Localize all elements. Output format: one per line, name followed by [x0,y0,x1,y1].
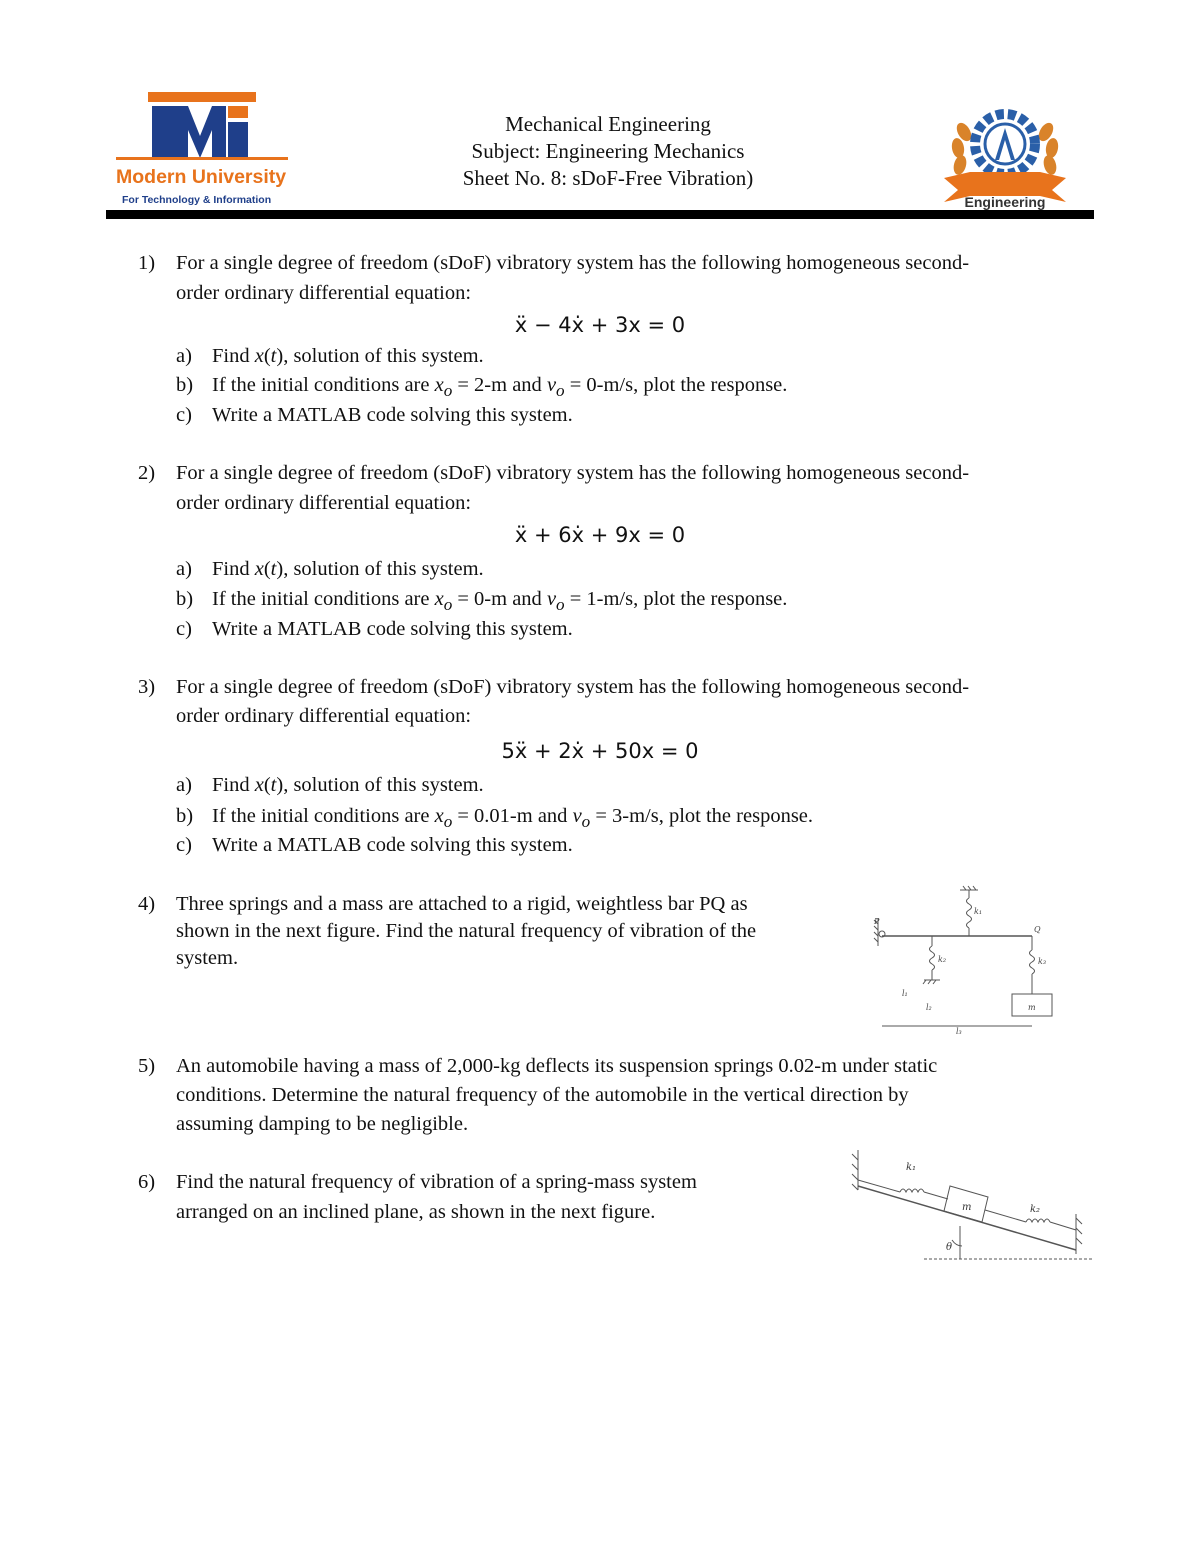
header-rule [106,210,1094,219]
question-number: 1) [138,252,156,274]
label-k2: k₂ [938,955,947,964]
gear-compass-icon [975,114,1035,174]
sheet-header [400,111,816,192]
label-theta: θ [946,1242,953,1253]
label-l1: l₁ [902,989,908,998]
label-k2: k₂ [1030,1204,1041,1215]
subquestion-c: c) Write a MATLAB code solving this system. [176,404,573,426]
question-text-line2: conditions. Determine the natural frequency of the automobile in the vertical direction by [176,1084,909,1106]
logo-university-name: Modern University [116,166,287,188]
question-text-line2: order ordinary differential equation: [176,492,472,514]
label-k3: k₃ [1038,957,1047,966]
sheet-title: Sheet No. 8: sDoF-Free Vibration) [462,166,754,190]
spring-k3 [1030,950,1035,974]
subquestion-b: b) If the initial conditions are $x_o = 0.01-m$ and $v_o = 3-m/s$, plot the response. [176,805,814,832]
logo-tagline: For Technology & Information [122,194,272,206]
subquestion-a: a) Find x(t), solution of this system. [176,558,484,580]
label-m: m [962,1202,972,1213]
spring-k2 [930,946,935,970]
mti-logo [112,88,292,208]
label-l2: l₂ [926,1003,932,1012]
differential-equation: 5ẍ + 2ẋ + 50x = 0 [501,739,699,763]
question-number: 6) [138,1171,156,1193]
faculty-of-engineering-logo [940,86,1070,214]
label-k1: k₁ [974,907,983,916]
inclined-plane-figure [840,1142,1095,1264]
question-text-line2: arranged on an inclined plane, as shown in the next figure. [176,1201,656,1223]
question-text-line2: shown in the next figure. Find the natural frequency of vibration of the [176,920,757,942]
subject-title: Subject: Engineering Mechanics [471,139,745,163]
question-text-line1: Three springs and a mass are attached to a rigid, weightless bar PQ as [176,893,748,915]
spring-k2 [1026,1219,1050,1222]
spring-k1 [967,898,972,928]
subquestion-b: b) If the initial conditions are $x_o = 2-m$ and $v_o = 0-m/s$, plot the response. [176,374,788,401]
subquestion-a: a) Find x(t), solution of this system. [176,774,484,796]
department-title: Mechanical Engineering [505,112,711,136]
subquestion-a: a) Find x(t), solution of this system. [176,345,484,367]
label-k1: k₁ [906,1162,917,1173]
question-number: 3) [138,676,156,698]
question-text-line2: order ordinary differential equation: [176,705,472,727]
spring-k1 [900,1189,924,1192]
subquestion-c: c) Write a MATLAB code solving this system. [176,834,573,856]
question-number: 5) [138,1055,156,1077]
question-text-line1: For a single degree of freedom (sDoF) vibratory system has the following homogeneous second- [176,676,970,698]
subquestion-c: c) Write a MATLAB code solving this system. [176,618,573,640]
label-l3: l₃ [956,1027,962,1034]
question-number: 4) [138,893,156,915]
label-q: Q [1034,925,1041,934]
question-text-line3: system. [176,947,239,969]
label-p: P [874,917,880,926]
question-number: 2) [138,462,156,484]
bar-pq-spring-mass-figure [860,884,1060,1034]
question-text-line1: For a single degree of freedom (sDoF) vibratory system has the following homogeneous second- [176,462,970,484]
question-text-line1: Find the natural frequency of vibration of a spring-mass system [176,1171,697,1193]
question-text-line2: order ordinary differential equation: [176,282,472,304]
label-m: m [1028,1003,1036,1012]
differential-equation: ẍ − 4ẋ + 3x = 0 [514,313,686,337]
faculty-label: Engineering [964,194,1046,210]
question-text-line1: For a single degree of freedom (sDoF) vibratory system has the following homogeneous second- [176,252,970,274]
subquestion-b: b) If the initial conditions are $x_o = 0-m$ and $v_o = 1-m/s$, plot the response. [176,588,788,615]
question-text-line1: An automobile having a mass of 2,000-kg deflects its suspension springs 0.02-m under static [176,1055,938,1077]
differential-equation: ẍ + 6ẋ + 9x = 0 [514,523,686,547]
question-text-line3: assuming damping to be negligible. [176,1113,469,1135]
mti-logo-mark [116,92,288,160]
